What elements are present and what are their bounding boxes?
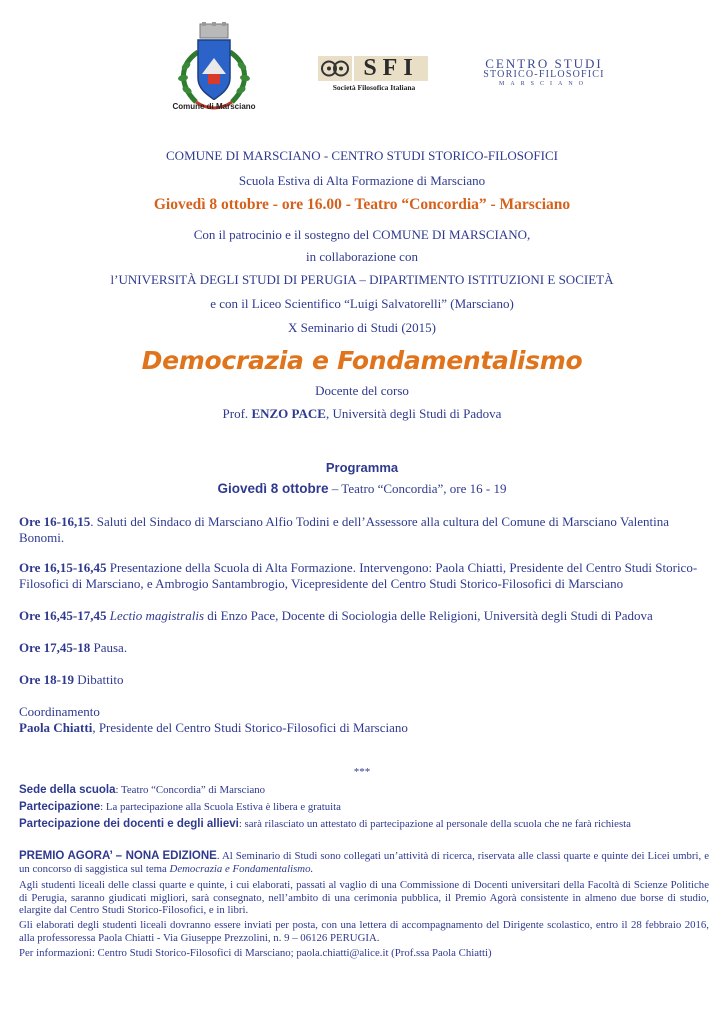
teacher-line [0,406,724,422]
premio-value: . Al Seminario di Studi sono collegati un’attività di ricerca, riservata alle classi quarte e quinte dei Licei umbri, e un concorso di saggistica sul tema [19,850,709,875]
comune-caption: Comune di Marsciano [172,102,256,111]
partecipazione-key: Partecipazione [19,801,101,813]
separator: *** [353,766,371,778]
premio-key: PREMIO AGORA’ – NONA EDIZIONE [19,850,217,862]
centro-logo-line2: STORICO-FILOSOFICI [483,69,605,80]
coordinator-name: Paola Chiatti [19,720,93,735]
footer-paragraph-2: Gli elaborati degli studenti liceali dovranno essere inviati per posta, con una lettera di accompagnamento del Dirigente scolastico, entro il 28 febbraio 2016, alla professoressa Paola Chiatti - Via Giuseppe Prezzolini, n. 9 – 06126 PERUGIA. [19,919,709,944]
sfi-subtitle: Società Filosofica Italiana [332,83,416,92]
main-title: Democrazia e Fondamentalismo [141,346,583,375]
footer-attestato [19,818,709,831]
attestato-key: Partecipazione dei docenti e degli allievi [19,818,239,830]
programme-item-text: Presentazione della Scuola di Alta Formazione. Intervengono: Paola Chiatti, Presidente del Centro Studi Storico-Filosofici di Marsciano, e Ambrogio Santambrogio, Vicepresidente del Centro Studi Storico-Filosofici di Marsciano [19,560,698,591]
programme-item-time: Ore 16-16,15 [19,514,91,529]
programme-item [19,514,709,546]
teacher-name: ENZO PACE [251,406,326,421]
coordination-line [19,720,709,736]
programme-item [19,608,709,624]
collaboration-line: in collaborazione con [306,249,418,264]
footer-paragraph-1: Agli studenti liceali delle classi quarte e quinte, i cui elaborati, passati al vaglio di una Commissione di Docenti universitari della Facoltà di Scienze Politiche di Perugia, saranno giudicati migliori, sarà consegnato, nell’ambito di una cerimonia pubblica, il Premio Agorà consistente in almeno due borse di studio, elargite dal Centro Studi Storico-Filosofici, e in libri. [19,879,709,916]
sfi-ornament-icon [318,56,352,81]
programme-item-text: di Enzo Pace, Docente di Sociologia delle Religioni, Università degli Studi di Padova [204,608,653,623]
centro-logo-line1: CENTRO STUDI [485,56,603,71]
programme-item-time: Ore 16,15-16,45 [19,560,107,575]
coordinator-role: , Presidente del Centro Studi Storico-Filosofici di Marsciano [92,720,408,735]
teacher-prefix: Prof. [222,406,252,421]
footer-partecipazione [19,801,709,814]
footer-premio [19,850,709,875]
university-line: l’UNIVERSITÀ DEGLI STUDI DI PERUGIA – DIPARTIMENTO ISTITUZIONI E SOCIETÀ [110,272,614,287]
programme-item-text: Pausa. [90,640,128,655]
programme-item [19,640,709,656]
centro-logo-line3: MARSCIANO [498,81,589,87]
programme-item-time: Ore 17,45-18 [19,640,91,655]
patronage-line: Con il patrocinio e il sostegno del COMUNE DI MARSCIANO, [193,227,531,242]
event-date-line: Giovedì 8 ottobre - ore 16.00 - Teatro “Concordia” - Marsciano [153,196,571,213]
footer-contact: Per informazioni: Centro Studi Storico-Filosofici di Marsciano; paola.chiatti@alice.it (Prof.ssa Paola Chiatti) [19,947,492,959]
programme-item [19,672,709,688]
programme-item [19,560,709,592]
premio-theme: Democrazia e Fondamentalismo. [169,862,314,875]
teacher-affiliation: , Università degli Studi di Padova [325,406,502,421]
programme-day-line [0,481,724,497]
centro-studi-logo [466,57,622,91]
organizers-line: COMUNE DI MARSCIANO - CENTRO STUDI STORICO-FILOSOFICI [166,148,558,163]
partecipazione-value: : La partecipazione alla Scuola Estiva è libera e gratuita [100,801,341,813]
programme-title: Programma [325,460,399,475]
sfi-logo [318,56,430,94]
liceo-line: e con il Liceo Scientifico “Luigi Salvatorelli” (Marsciano) [210,296,514,311]
programme-item-text: Dibattito [74,672,124,687]
seminar-line: X Seminario di Studi (2015) [287,320,437,335]
teacher-label: Docente del corso [315,383,409,398]
sede-value: : Teatro “Concordia” di Marsciano [115,784,266,796]
programme-item-emphasis: Lectio magistralis [106,608,205,623]
sfi-wordmark: SFI [354,56,428,81]
sede-key: Sede della scuola [19,784,116,796]
programme-item-time: Ore 16,45-17,45 [19,608,107,623]
school-line: Scuola Estiva di Alta Formazione di Marsciano [238,173,486,188]
footer-sede [19,784,709,797]
programme-day-rest: – Teatro “Concordia”, ore 16 - 19 [328,481,507,496]
programme-day: Giovedì 8 ottobre [217,481,329,496]
programme-item-text: . Saluti del Sindaco di Marsciano Alfio Todini e dell’Assessore alla cultura del Comune di Marsciano Valentina Bonomi. [19,514,670,545]
coordination-label: Coordinamento [19,704,100,719]
attestato-value: : sarà rilasciato un attestato di partecipazione al personale della scuola che ne farà richiesta [238,818,631,830]
programme-item-time: Ore 18-19 [19,672,74,687]
